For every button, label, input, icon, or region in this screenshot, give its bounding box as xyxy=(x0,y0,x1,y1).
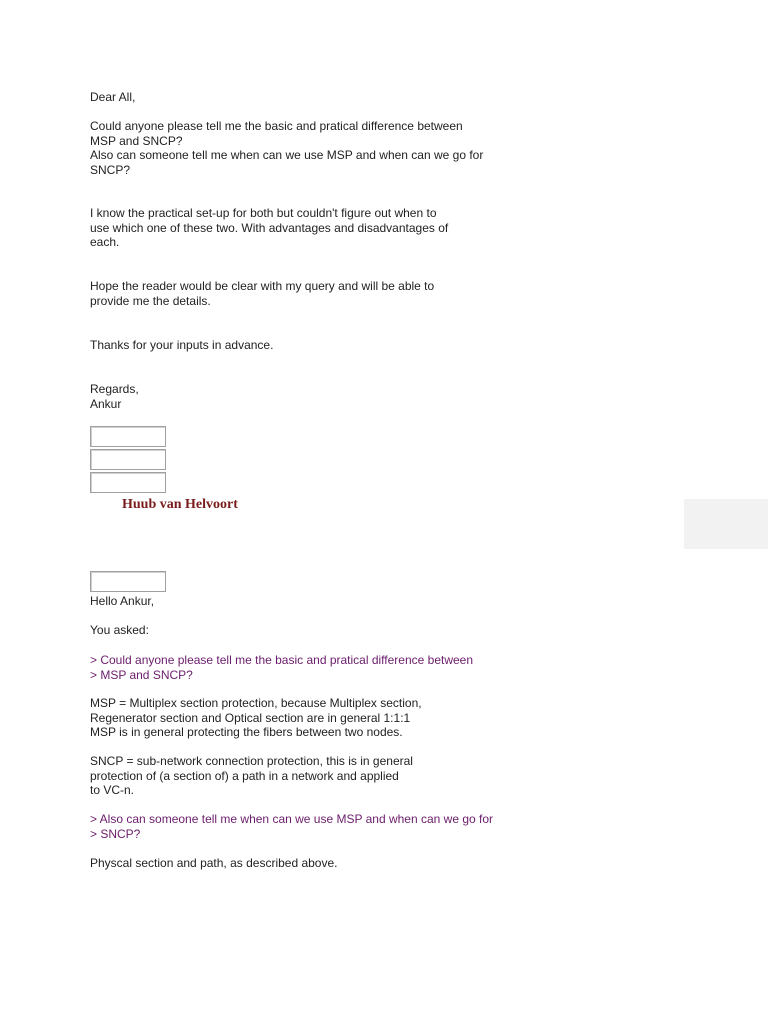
post-signoff: Regards, Ankur xyxy=(90,382,139,411)
reply-intro: You asked: xyxy=(90,623,149,637)
placeholder-box xyxy=(90,571,166,592)
post-thanks: Thanks for your inputs in advance. xyxy=(90,338,274,352)
placeholder-box xyxy=(90,472,166,493)
side-panel xyxy=(684,499,768,549)
placeholder-box xyxy=(90,449,166,470)
post-question: Could anyone please tell me the basic and pratical difference between MSP and SNCP? Also can someone tell me when can we use MSP and when can we go for SNCP? xyxy=(90,119,484,177)
placeholder-box xyxy=(90,426,166,447)
reply-msp-answer: MSP = Multiplex section protection, because Multiplex section, Regenerator section and Optical section are in general 1:1:1 MSP is in general protecting the fibers between two nodes. xyxy=(90,696,422,740)
post-greeting: Dear All, xyxy=(90,90,136,104)
post-hope: Hope the reader would be clear with my query and will be able to provide me the details. xyxy=(90,279,435,308)
reply-quote-2: > Also can someone tell me when can we use MSP and when can we go for > SNCP? xyxy=(90,812,494,841)
reply-author-name[interactable]: Huub van Helvoort xyxy=(122,497,238,512)
reply-quote-1: > Could anyone please tell me the basic and pratical difference between > MSP and SNCP? xyxy=(90,653,474,682)
post-context: I know the practical set-up for both but couldn't figure out when to use which one of these two. With advantages and disadvantages of each. xyxy=(90,206,449,250)
reply-closing: Physcal section and path, as described above. xyxy=(90,856,338,870)
reply-greeting: Hello Ankur, xyxy=(90,594,155,608)
reply-sncp-answer: SNCP = sub-network connection protection, this is in general protection of (a section of) a path in a network and applied to VC-n. xyxy=(90,754,413,798)
